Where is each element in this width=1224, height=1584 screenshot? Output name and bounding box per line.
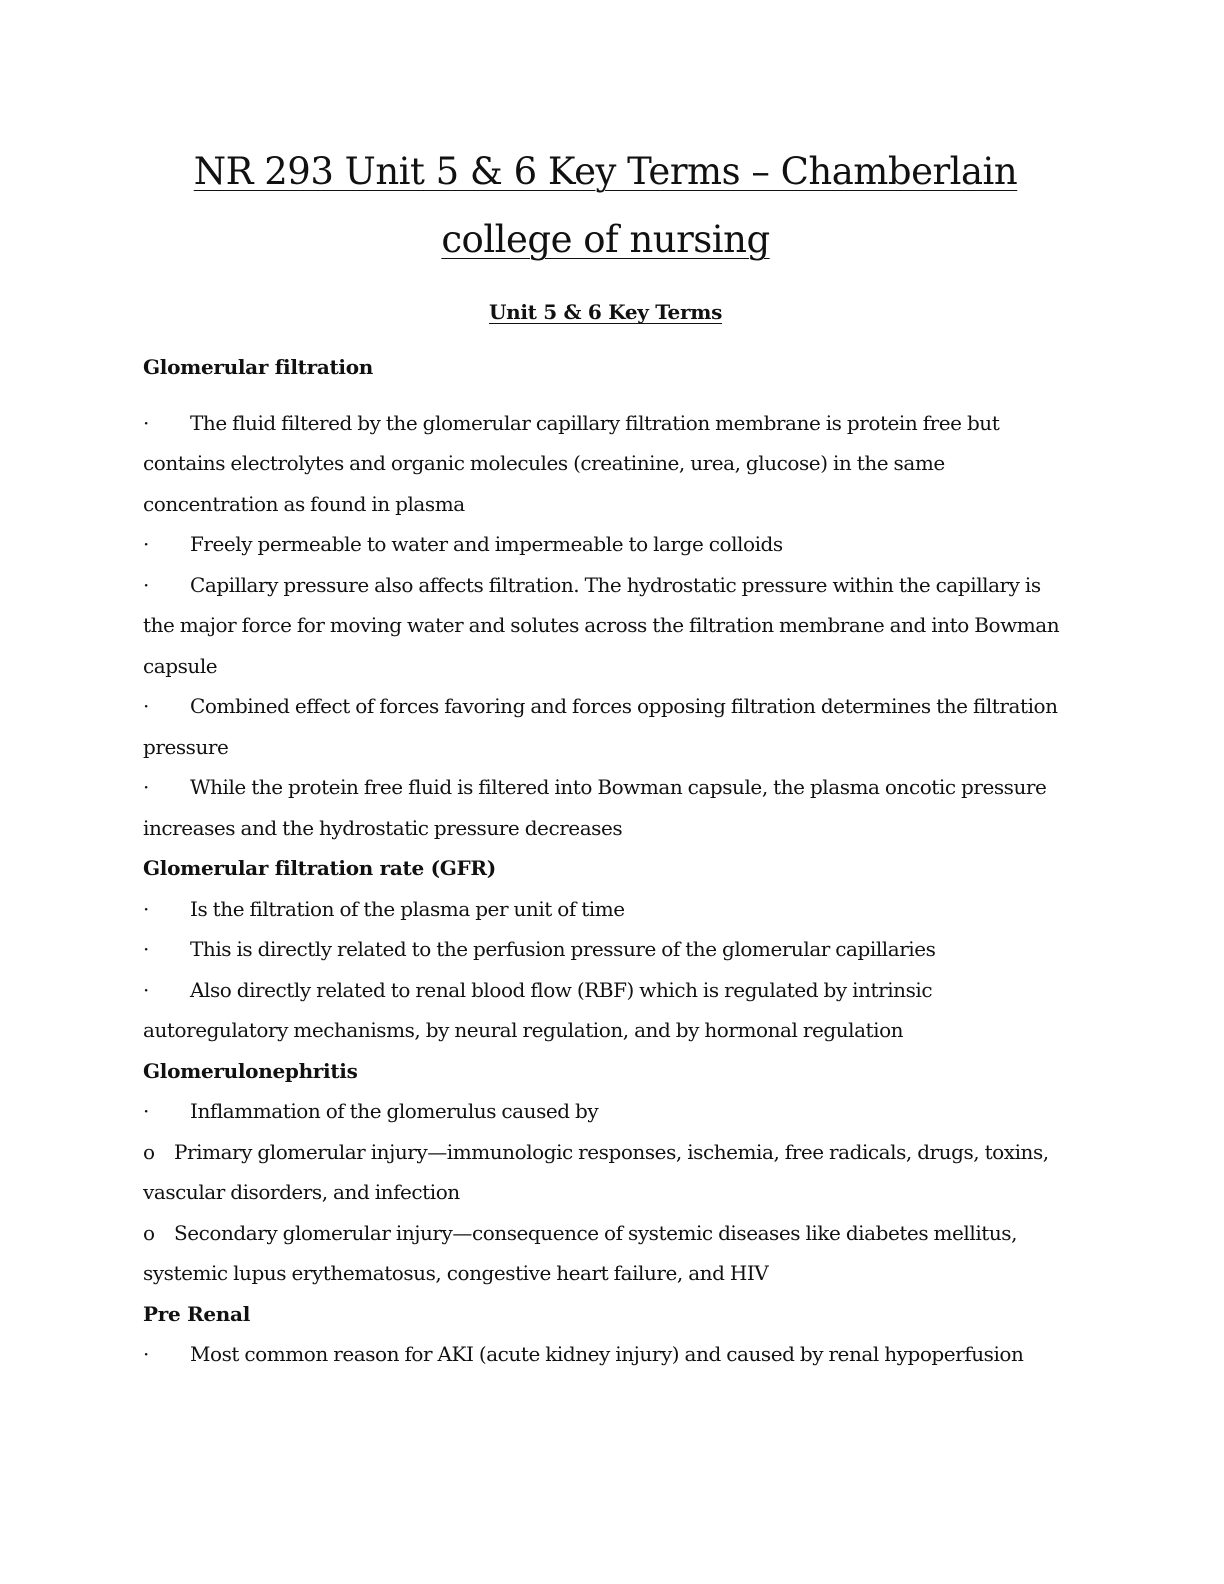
key-term-item-text: Is the filtration of the plasma per unit of time	[190, 896, 625, 921]
key-term-item	[143, 1091, 1068, 1132]
key-term-item-text: Combined effect of forces favoring and forces opposing filtration determines the filtration pressure	[143, 694, 1058, 759]
bullet-marker: ·	[143, 775, 149, 799]
document-title: NR 293 Unit 5 & 6 Key Terms – Chamberlain college of nursing	[193, 150, 1018, 261]
key-term-item-text: Freely permeable to water and impermeable to large colloids	[190, 532, 783, 556]
bullet-marker: o	[143, 1220, 155, 1245]
key-term-item	[143, 403, 1068, 525]
key-terms-list	[143, 347, 1068, 1375]
key-term-section	[143, 347, 1068, 848]
key-term-item-text: Most common reason for AKI (acute kidney injury) and caused by renal hypoperfusion	[190, 1342, 1024, 1366]
bullet-marker: ·	[143, 977, 149, 1002]
key-term-item-text: Inflammation of the glomerulus caused by	[190, 1099, 599, 1123]
key-term-heading: Glomerular filtration	[143, 355, 373, 379]
bullet-marker: ·	[143, 937, 149, 961]
key-term-item	[143, 524, 1068, 565]
document-page	[143, 138, 1068, 1375]
key-term-section	[143, 1051, 1068, 1294]
bullet-marker: ·	[143, 532, 149, 556]
key-term-item-text: While the protein free fluid is filtered into Bowman capsule, the plasma oncotic pressure increases and the hydrostatic pressure decreases	[143, 775, 1047, 840]
key-term-heading: Pre Renal	[143, 1301, 251, 1326]
bullet-marker: o	[143, 1139, 155, 1164]
bullet-marker: ·	[143, 572, 149, 597]
key-term-item	[143, 1334, 1068, 1375]
key-term-item-text: Capillary pressure also affects filtration. The hydrostatic pressure within the capillary is the major force for moving water and solutes across the filtration membrane and into Bowman capsule	[143, 572, 1060, 678]
key-term-item	[143, 889, 1068, 930]
key-term-item-text: Secondary glomerular injury—consequence of systemic diseases like diabetes mellitus, systemic lupus erythematosus, congestive heart failure, and HIV	[143, 1220, 1018, 1285]
key-term-item-text: Primary glomerular injury—immunologic responses, ischemia, free radicals, drugs, toxins, vascular disorders, and infection	[143, 1139, 1049, 1204]
key-term-item	[143, 1213, 1068, 1294]
key-term-item-text: The fluid filtered by the glomerular capillary filtration membrane is protein free but contains electrolytes and organic molecules (creatinine, urea, glucose) in the same concentration as found in plasma	[143, 410, 1000, 516]
key-term-heading: Glomerular filtration rate (GFR)	[143, 856, 496, 880]
bullet-marker: ·	[143, 694, 149, 718]
key-term-items	[143, 1334, 1068, 1375]
key-term-items	[143, 403, 1068, 849]
key-term-item-text: Also directly related to renal blood flow (RBF) which is regulated by intrinsic autoregulatory mechanisms, by neural regulation, and by hormonal regulation	[143, 977, 933, 1042]
key-term-item	[143, 1132, 1068, 1213]
key-term-item	[143, 767, 1068, 848]
bullet-marker: ·	[143, 410, 149, 435]
key-term-item	[143, 565, 1068, 687]
key-term-item	[143, 686, 1068, 767]
bullet-marker: ·	[143, 1342, 149, 1366]
document-subtitle: Unit 5 & 6 Key Terms	[488, 300, 723, 324]
key-term-item	[143, 929, 1068, 970]
key-term-item	[143, 970, 1068, 1051]
bullet-marker: ·	[143, 896, 149, 921]
key-term-section	[143, 1294, 1068, 1375]
key-term-items	[143, 889, 1068, 1051]
key-term-heading: Glomerulonephritis	[143, 1058, 358, 1083]
key-term-section	[143, 848, 1068, 1051]
bullet-marker: ·	[143, 1099, 149, 1123]
key-term-items	[143, 1091, 1068, 1294]
key-term-item-text: This is directly related to the perfusion pressure of the glomerular capillaries	[190, 937, 936, 961]
